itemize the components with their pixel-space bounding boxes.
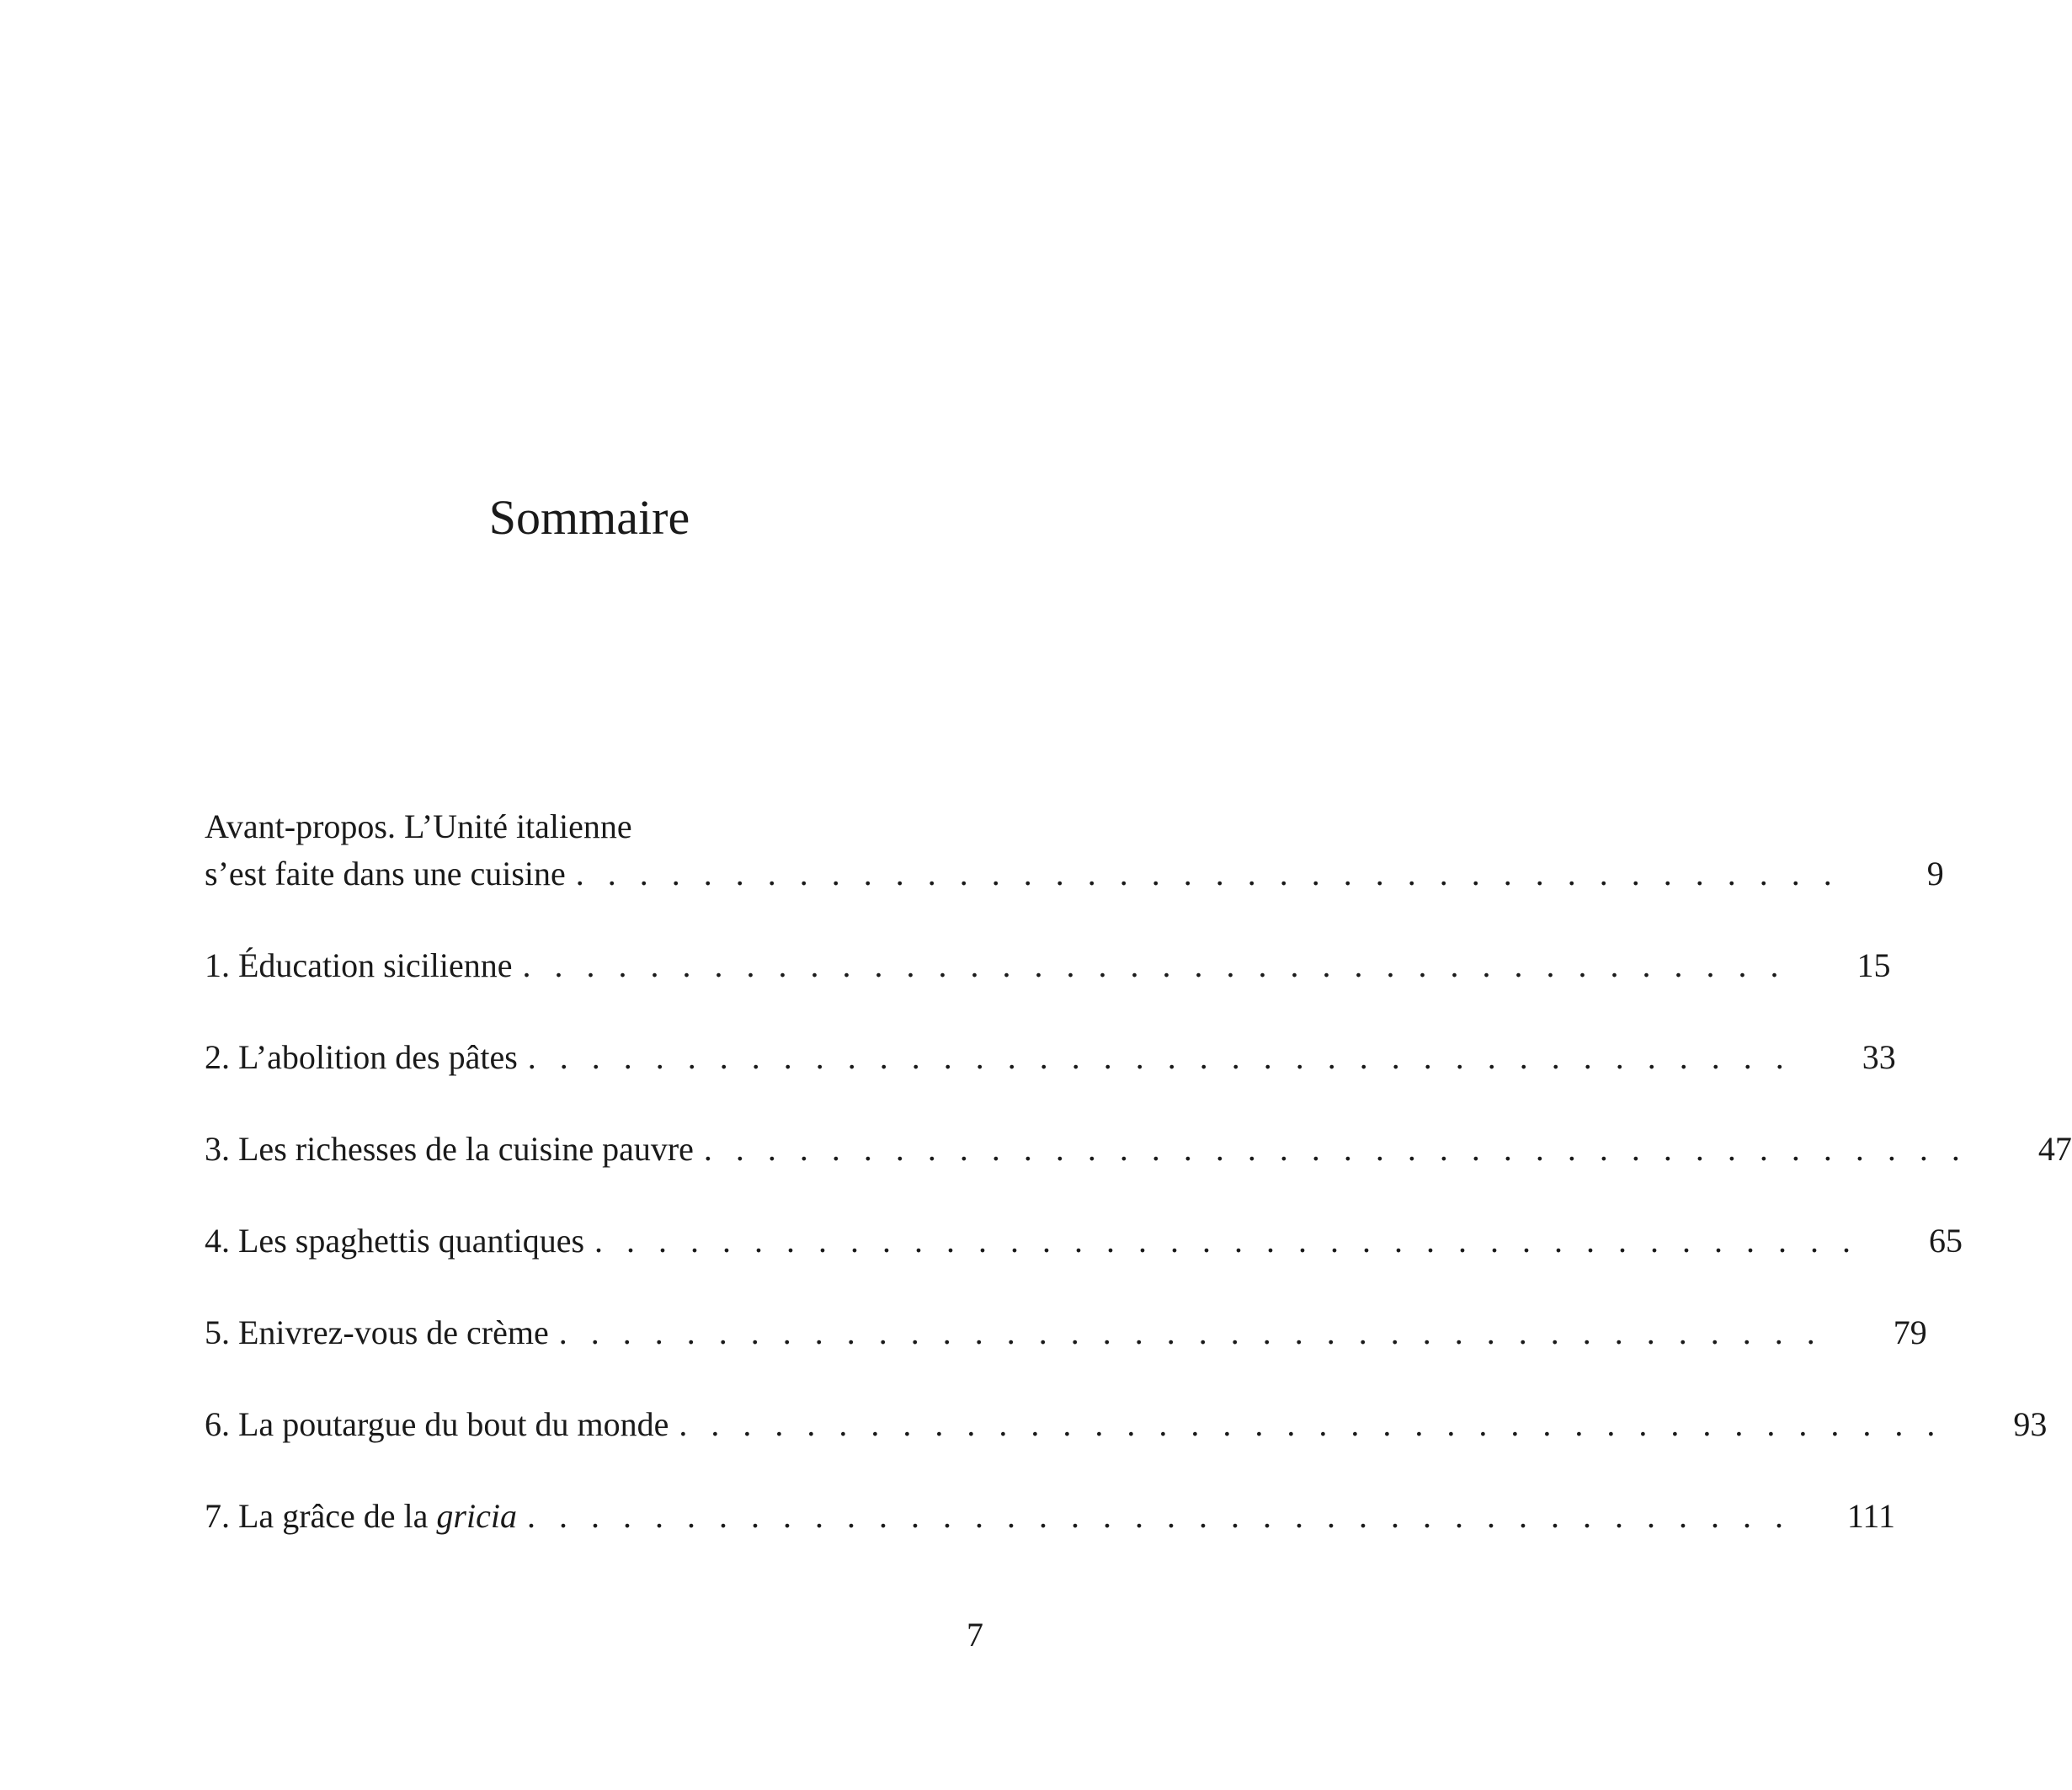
toc-page-number: 33	[1862, 1038, 1896, 1076]
toc-entry-title: 5. Enivrez-vous de crème	[205, 1313, 549, 1351]
dot-leader: . . . . . . . . . . . . . . . . . . . . . . . . . . . . . . . . . . . . . . . .	[703, 1130, 1968, 1168]
toc-entry-title: 4. Les spaghettis quantiques	[205, 1222, 585, 1260]
table-of-contents	[205, 803, 2072, 1540]
toc-page-number: 93	[2013, 1405, 2048, 1443]
toc-entry-title-line1: Avant-propos. L’Unité italienne	[205, 807, 632, 845]
toc-spacer	[205, 898, 983, 942]
toc-entry-avant-propos[interactable]	[205, 803, 1944, 898]
toc-entry-chapter-4[interactable]	[205, 1217, 1963, 1265]
toc-entry-title-line2: s’est faite dans une cuisine	[205, 855, 566, 892]
dot-leader: . . . . . . . . . . . . . . . . . . . . . . . . . . . . . . . . . . . . . . . .	[526, 1497, 1791, 1535]
dot-leader: . . . . . . . . . . . . . . . . . . . . . . . . . . . . . . . . . . . . . . . .	[527, 1038, 1792, 1076]
toc-spacer	[205, 989, 983, 1034]
dot-leader: . . . . . . . . . . . . . . . . . . . . . . . . . . . . . . . . . . . . . . . .	[679, 1405, 1943, 1443]
toc-entry-chapter-5[interactable]	[205, 1309, 1927, 1356]
toc-entry-line	[205, 850, 1944, 898]
toc-entry-line	[205, 1401, 2048, 1448]
toc-entry-line	[205, 1309, 1927, 1356]
toc-entry-title: 2. L’abolition des pâtes	[205, 1038, 518, 1076]
toc-entry-line	[205, 1034, 1896, 1081]
toc-page-number: 15	[1856, 946, 1891, 984]
toc-entry-title-italic: gricia	[436, 1497, 517, 1535]
dot-leader: . . . . . . . . . . . . . . . . . . . . . . . . . . . . . . . . . . . . . . . .	[522, 946, 1787, 984]
page-title: Sommaire	[488, 490, 690, 545]
page-number: 7	[967, 1616, 983, 1654]
toc-entry-title: 1. Éducation sicilienne	[205, 946, 513, 984]
toc-entry-title: 6. La poutargue du bout du monde	[205, 1405, 669, 1443]
toc-page-number: 47	[2037, 1130, 2072, 1168]
toc-spacer	[205, 1448, 983, 1493]
toc-entry-chapter-6[interactable]	[205, 1401, 2048, 1448]
toc-entry-title	[205, 1493, 517, 1540]
toc-spacer	[205, 1356, 983, 1401]
toc-entry-line	[205, 803, 983, 850]
toc-entry-chapter-3[interactable]	[205, 1126, 2072, 1173]
dot-leader: . . . . . . . . . . . . . . . . . . . . . . . . . . . . . . . . . . . . . . . .	[594, 1222, 1859, 1260]
toc-entry-chapter-7[interactable]	[205, 1493, 1895, 1540]
toc-page-number: 65	[1929, 1222, 1963, 1260]
toc-entry-line	[205, 942, 1891, 989]
toc-page-number: 111	[1846, 1497, 1895, 1535]
toc-spacer	[205, 1173, 983, 1217]
toc-entry-title: 3. Les richesses de la cuisine pauvre	[205, 1130, 694, 1168]
toc-spacer	[205, 1265, 983, 1309]
toc-entry-chapter-2[interactable]	[205, 1034, 1896, 1081]
toc-entry-chapter-1[interactable]	[205, 942, 1891, 989]
toc-entry-line	[205, 1217, 1963, 1265]
toc-entry-line	[205, 1126, 2072, 1173]
toc-entry-line	[205, 1493, 1895, 1540]
toc-spacer	[205, 1081, 983, 1126]
dot-leader: . . . . . . . . . . . . . . . . . . . . . . . . . . . . . . . . . . . . . . . .	[558, 1313, 1823, 1351]
toc-entry-title-text: 7. La grâce de la	[205, 1497, 437, 1535]
toc-page-number: 9	[1926, 855, 1944, 892]
dot-leader: . . . . . . . . . . . . . . . . . . . . . . . . . . . . . . . . . . . . . . . .	[575, 855, 1840, 892]
toc-page-number: 79	[1893, 1313, 1927, 1351]
